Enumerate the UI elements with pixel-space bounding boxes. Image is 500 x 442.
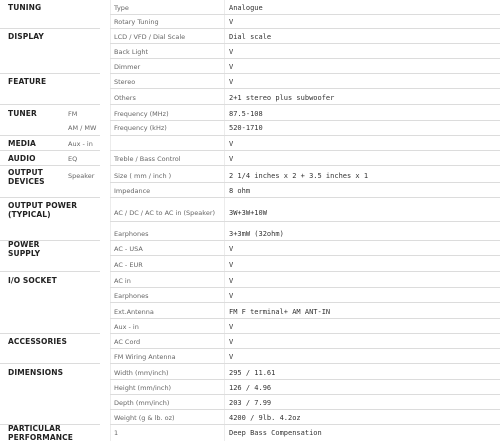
spec-value: 4200 / 9lb. 4.2oz	[229, 414, 301, 422]
spec-label: Stereo	[114, 78, 136, 86]
spec-value: V	[229, 140, 234, 148]
spec-value: 2 1/4 inches x 2 + 3.5 inches x 1	[229, 172, 369, 180]
spec-value: FM F terminal+ AM ANT-IN	[229, 308, 331, 316]
spec-label: Ext.Antenna	[114, 308, 154, 316]
spec-label: AC / DC / AC to AC in (Speaker)	[114, 209, 216, 217]
spec-subcategory: FM	[68, 110, 78, 118]
spec-subcategory: EQ	[68, 155, 78, 163]
row-divider	[0, 104, 100, 105]
spec-label: 1	[114, 429, 119, 437]
category-output-devices: OUTPUT DEVICES	[8, 168, 45, 186]
row-divider	[110, 104, 500, 105]
row-divider	[110, 409, 500, 410]
row-divider	[110, 28, 500, 29]
spec-label: Treble / Bass Control	[114, 155, 181, 163]
spec-label: Rotary Tuning	[114, 18, 159, 26]
row-divider	[110, 271, 500, 272]
category-display: DISPLAY	[8, 32, 44, 41]
spec-value: 87.5-108	[229, 110, 263, 118]
spec-label: Weight (g & lb. oz)	[114, 414, 175, 422]
row-divider	[110, 197, 500, 198]
row-divider	[110, 14, 500, 15]
row-divider	[110, 424, 500, 425]
spec-value: 3W+3W+10W	[229, 209, 267, 217]
spec-label: AC - USA	[114, 245, 143, 253]
spec-label: Height (mm/inch)	[114, 384, 172, 392]
category-power-supply: POWER SUPPLY	[8, 240, 41, 258]
row-divider	[110, 135, 500, 136]
spec-value: 520-1710	[229, 124, 263, 132]
spec-label: AC Cord	[114, 338, 141, 346]
row-divider	[110, 120, 500, 121]
spec-value: V	[229, 338, 234, 346]
spec-label: Size ( mm / inch )	[114, 172, 172, 180]
category-audio: AUDIO	[8, 154, 36, 163]
spec-value: V	[229, 63, 234, 71]
spec-subcategory: Speaker	[68, 172, 95, 180]
spec-value: Deep Bass Compensation	[229, 429, 322, 437]
category-media: MEDIA	[8, 139, 36, 148]
row-divider	[0, 28, 100, 29]
row-divider	[0, 197, 100, 198]
row-divider	[110, 88, 500, 89]
category-dimensions: DIMENSIONS	[8, 368, 64, 377]
spec-label: Aux - in	[114, 323, 139, 331]
row-divider	[110, 182, 500, 183]
row-divider	[0, 363, 100, 364]
row-divider	[110, 58, 500, 59]
row-divider	[110, 287, 500, 288]
spec-label: Earphones	[114, 292, 149, 300]
row-divider	[110, 363, 500, 364]
spec-label: Type	[114, 4, 129, 12]
spec-value: 203 / 7.99	[229, 399, 272, 407]
spec-label: FM Wiring Antenna	[114, 353, 176, 361]
spec-value: 126 / 4.96	[229, 384, 272, 392]
spec-value: V	[229, 353, 234, 361]
row-divider	[0, 333, 100, 334]
row-divider	[110, 150, 500, 151]
spec-value: V	[229, 323, 234, 331]
row-divider	[110, 333, 500, 334]
row-divider	[0, 135, 100, 136]
category-tuner: TUNER	[8, 109, 37, 118]
spec-label: Back Light	[114, 48, 149, 56]
category-io-socket: I/O SOCKET	[8, 276, 57, 285]
row-divider	[110, 240, 500, 241]
spec-value: V	[229, 277, 234, 285]
row-divider	[110, 302, 500, 303]
spec-value: 2+1 stereo plus subwoofer	[229, 94, 335, 102]
spec-value: V	[229, 155, 234, 163]
spec-value: V	[229, 18, 234, 26]
spec-label: LCD / VFD / Dial Scale	[114, 33, 186, 41]
spec-label: Frequency (MHz)	[114, 110, 169, 118]
spec-value: 8 ohm	[229, 187, 251, 195]
category-tuning: TUNING	[8, 3, 42, 12]
spec-label: Others	[114, 94, 136, 102]
row-divider	[0, 165, 100, 166]
spec-value: V	[229, 78, 234, 86]
spec-value: 295 / 11.61	[229, 369, 276, 377]
row-divider	[110, 43, 500, 44]
spec-subcategory: Aux - in	[68, 140, 93, 148]
category-output-power: OUTPUT POWER (TYPICAL)	[8, 201, 78, 219]
row-divider	[110, 255, 500, 256]
spec-value: V	[229, 261, 234, 269]
row-divider	[110, 394, 500, 395]
row-divider	[0, 73, 100, 74]
row-divider	[0, 271, 100, 272]
spec-label: Dimmer	[114, 63, 141, 71]
spec-value: Analogue	[229, 4, 263, 12]
row-divider	[110, 73, 500, 74]
spec-label: Earphones	[114, 230, 149, 238]
row-divider	[0, 150, 100, 151]
spec-subcategory: AM / MW	[68, 124, 97, 132]
spec-value: V	[229, 292, 234, 300]
spec-label: AC - EUR	[114, 261, 143, 269]
category-feature: FEATURE	[8, 77, 47, 86]
spec-label: Width (mm/inch)	[114, 369, 169, 377]
spec-label: Frequency (kHz)	[114, 124, 167, 132]
spec-label: Depth (mm/inch)	[114, 399, 170, 407]
spec-value: V	[229, 245, 234, 253]
row-divider	[110, 318, 500, 319]
row-divider	[110, 165, 500, 166]
spec-value: Dial scale	[229, 33, 272, 41]
category-accessories: ACCESSORIES	[8, 337, 67, 346]
spec-label: AC in	[114, 277, 131, 285]
row-divider	[110, 379, 500, 380]
spec-value: V	[229, 48, 234, 56]
row-divider	[110, 348, 500, 349]
row-divider	[110, 221, 500, 222]
spec-label: Impedance	[114, 187, 151, 195]
category-particular-performance: PARTICULAR PERFORMANCE	[8, 424, 73, 442]
spec-value: 3+3mW (32ohm)	[229, 230, 284, 238]
